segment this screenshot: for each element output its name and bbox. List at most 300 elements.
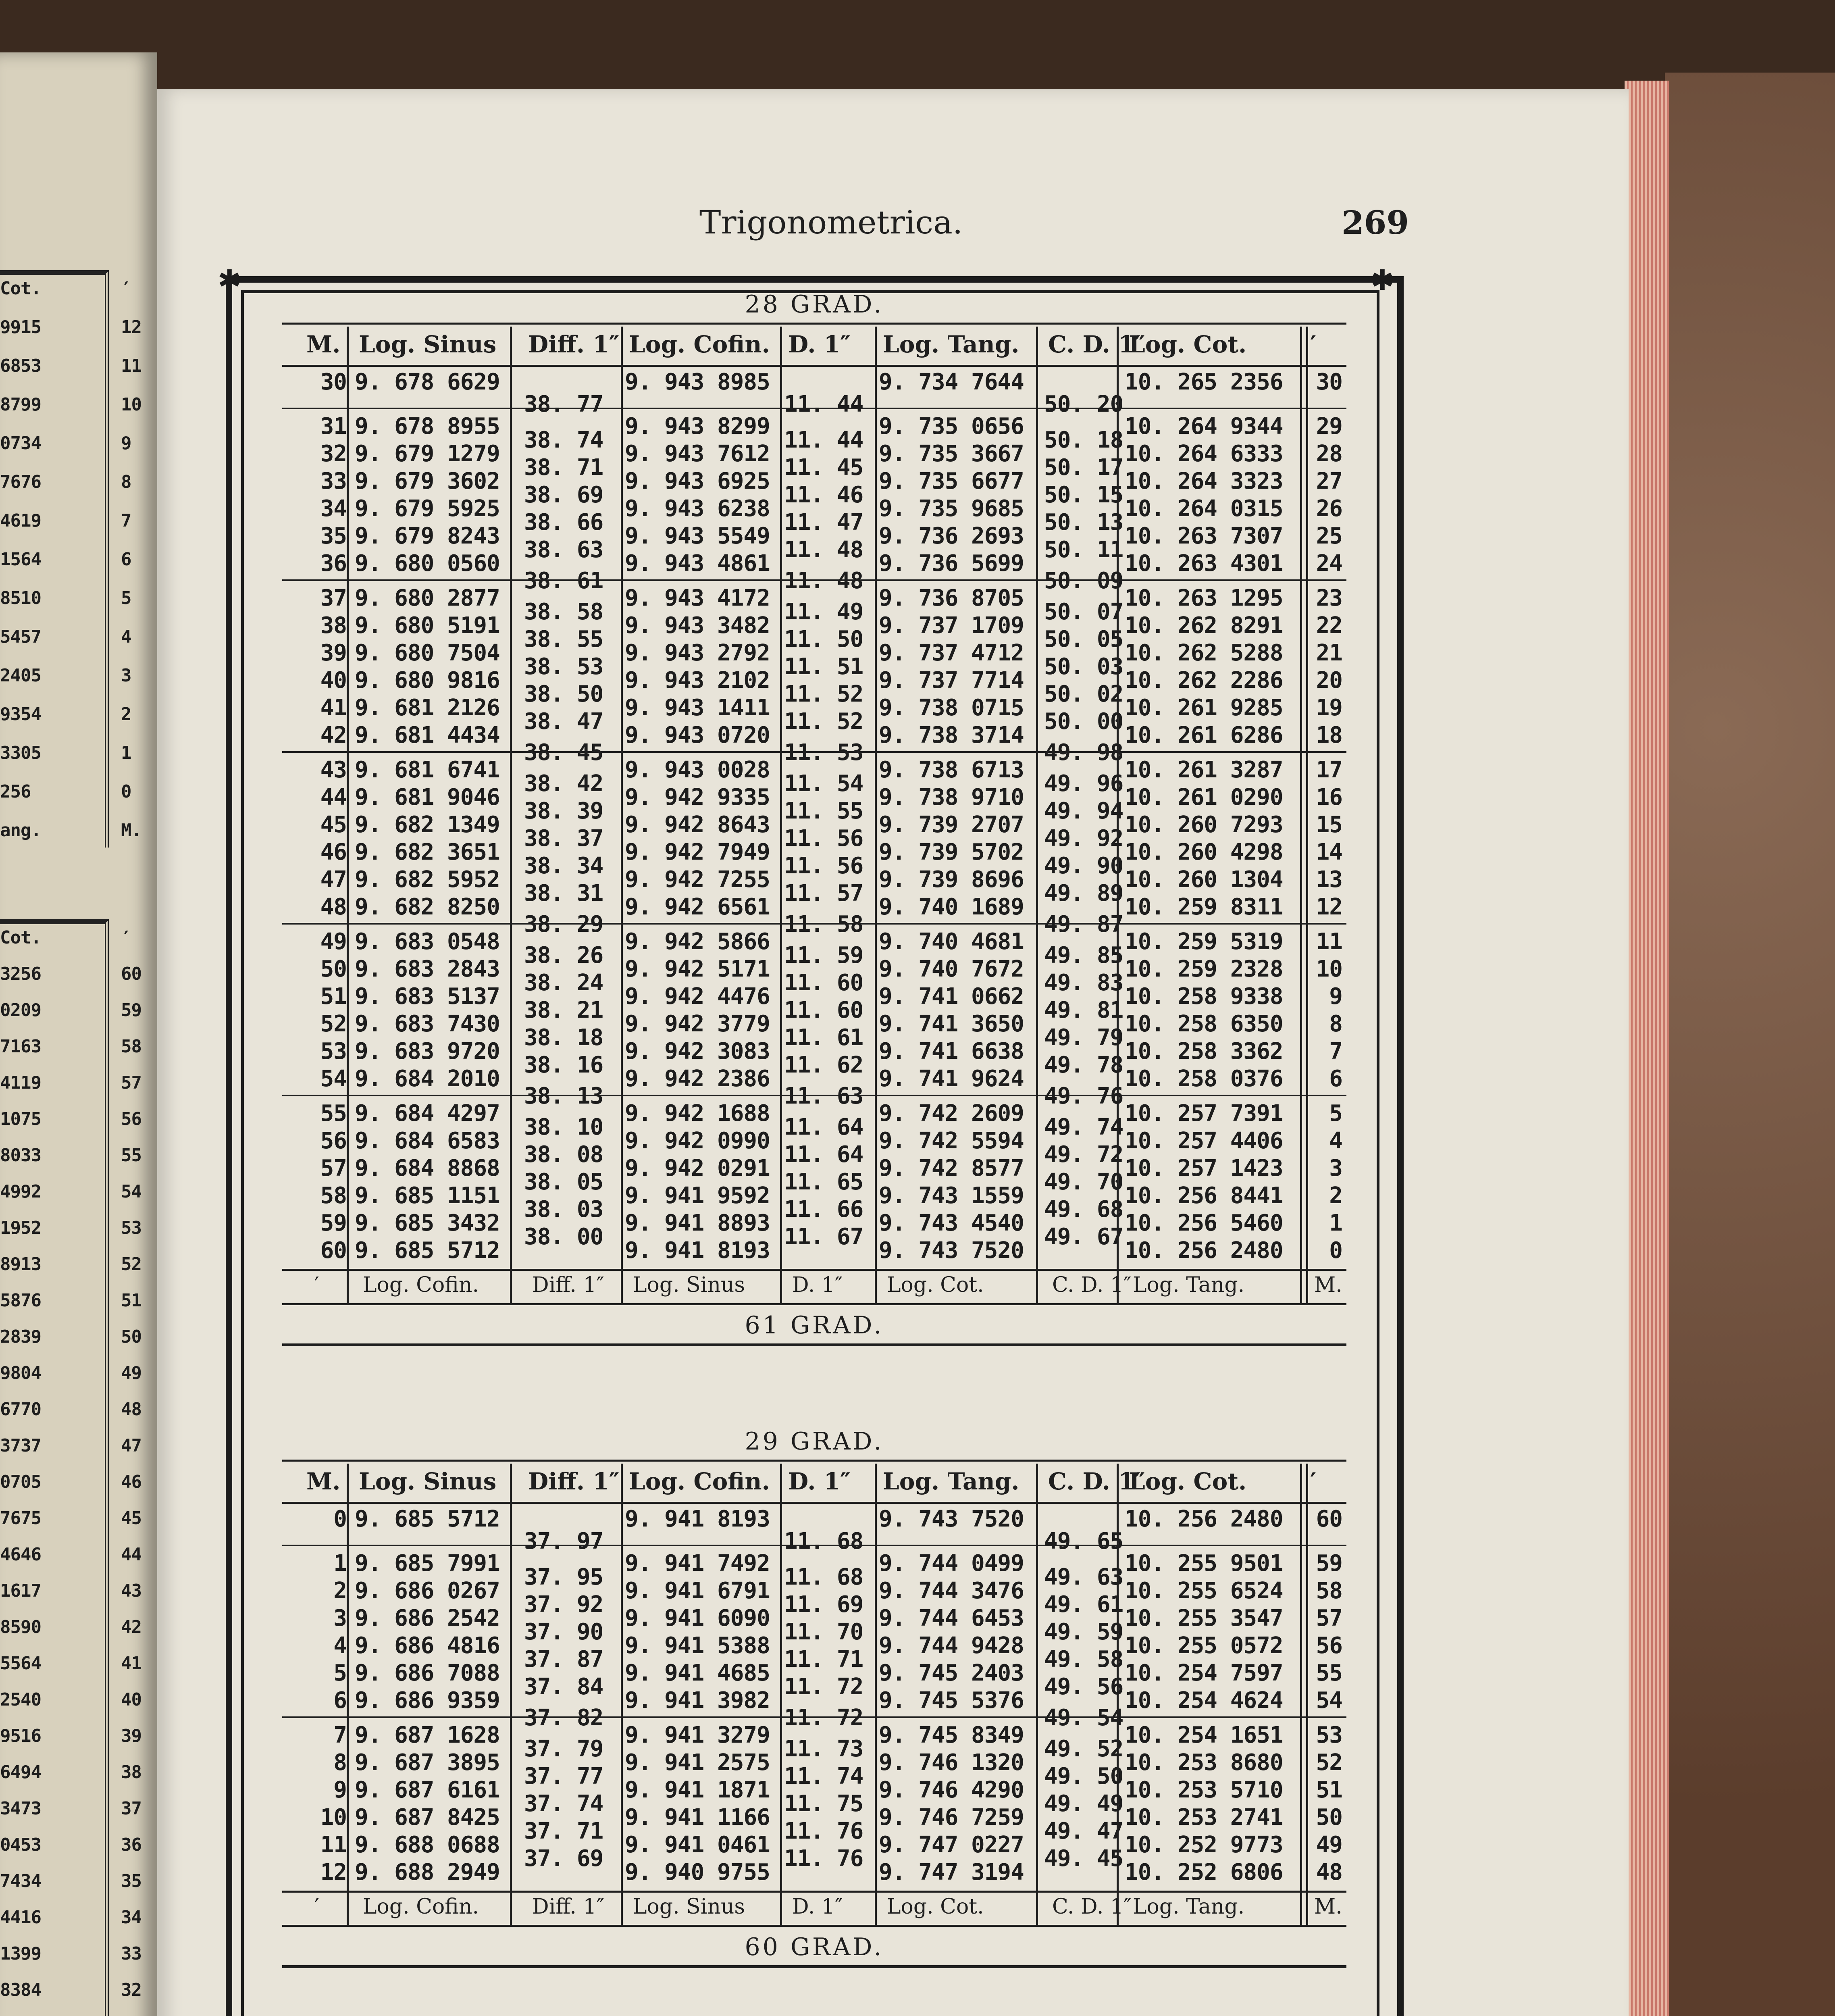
cell-cd: 49. 54 — [1044, 1705, 1123, 1731]
facing-cell: 7434 — [0, 1871, 41, 1891]
cell-tan: 9. 744 3476 — [879, 1578, 1024, 1604]
cell-cd: 49. 94 — [1044, 798, 1123, 824]
facing-cell: 6 — [121, 549, 131, 570]
cell-cd: 49. 89 — [1044, 880, 1123, 906]
cell-cd: 49. 90 — [1044, 853, 1123, 879]
cell-cot: 10. 264 6333 — [1125, 441, 1283, 467]
cell-cot: 10. 258 6350 — [1125, 1011, 1283, 1037]
cell-sin: 9. 685 3432 — [355, 1210, 500, 1236]
cell-dcos: 11. 49 — [784, 599, 863, 625]
facing-cell: 9354 — [0, 704, 41, 725]
facing-cell: 5564 — [0, 1653, 41, 1674]
cell-dsin: 37. 69 — [524, 1845, 603, 1872]
cell-cot: 10. 256 2480 — [1125, 1237, 1283, 1264]
cell-cd: 50. 18 — [1044, 427, 1123, 453]
cell-cd: 50. 02 — [1044, 681, 1123, 707]
facing-cell: 9516 — [0, 1726, 41, 1746]
cell-tan: 9. 745 2403 — [879, 1660, 1024, 1686]
facing-cell: 10 — [121, 394, 141, 415]
cell-cos: 9. 942 9335 — [625, 784, 770, 810]
cell-m: 35 — [320, 523, 347, 549]
column-header: ′ — [1310, 1468, 1317, 1495]
cell-tan: 9. 739 5702 — [879, 839, 1024, 865]
cell-tan: 9. 735 6677 — [879, 468, 1024, 494]
cell-cos: 9. 942 7255 — [625, 866, 770, 893]
cell-cos: 9. 942 2386 — [625, 1066, 770, 1092]
facing-cell: 8590 — [0, 1617, 41, 1637]
facing-cell: 11 — [121, 356, 141, 376]
cell-tan: 9. 741 3650 — [879, 1011, 1024, 1037]
column-divider — [510, 1464, 512, 1925]
column-divider — [1306, 1464, 1308, 1925]
facing-cell: 54 — [121, 1181, 141, 1202]
facing-cell: 8384 — [0, 1980, 41, 2000]
column-footer: Log. Sinus — [633, 1273, 745, 1297]
column-header: Log. Tang. — [883, 331, 1019, 358]
facing-cell: 4992 — [0, 1181, 41, 1202]
column-divider — [875, 327, 877, 1303]
cell-tan: 9. 741 9624 — [879, 1066, 1024, 1092]
cell-cos: 9. 943 4172 — [625, 585, 770, 611]
cell-dcos: 11. 55 — [784, 798, 863, 824]
cell-sin: 9. 688 2949 — [355, 1859, 500, 1885]
column-header: Log. Sinus — [359, 331, 497, 358]
facing-cell: 1075 — [0, 1109, 41, 1129]
cell-cot: 10. 264 0315 — [1125, 496, 1283, 522]
column-divider — [347, 1464, 349, 1925]
cell-dcos: 11. 54 — [784, 771, 863, 797]
cell-sin: 9. 684 6583 — [355, 1128, 500, 1154]
cell-cd: 49. 45 — [1044, 1845, 1123, 1872]
cell-sin: 9. 682 8250 — [355, 894, 500, 920]
cell-dsin: 38. 18 — [524, 1025, 603, 1051]
facing-cell: 8799 — [0, 394, 41, 415]
cell-dsin: 38. 21 — [524, 997, 603, 1023]
cell-dsin: 38. 34 — [524, 853, 603, 879]
cell-sin: 9. 686 4816 — [355, 1633, 500, 1659]
cell-dcos: 11. 52 — [784, 708, 863, 735]
cell-m2: 21 — [1316, 640, 1342, 666]
rule-bottom — [282, 1269, 1346, 1271]
cell-m2: 19 — [1316, 695, 1342, 721]
facing-cell: 8913 — [0, 1254, 41, 1275]
facing-cell: 9915 — [0, 317, 41, 337]
cell-m: 43 — [320, 757, 347, 783]
cell-m2: 1 — [1329, 1210, 1342, 1236]
cell-m2: 8 — [1329, 1011, 1342, 1037]
cell-m2: 54 — [1316, 1687, 1342, 1714]
facing-cell: 4619 — [0, 510, 41, 531]
column-header: D. 1″ — [788, 1468, 851, 1495]
cell-tan: 9. 743 7520 — [879, 1506, 1024, 1532]
facing-cell: 46 — [121, 1472, 141, 1492]
cell-sin: 9. 682 5952 — [355, 866, 500, 893]
cell-cos: 9. 943 3482 — [625, 612, 770, 639]
cell-cd: 50. 00 — [1044, 708, 1123, 735]
cell-cot: 10. 258 3362 — [1125, 1038, 1283, 1064]
cell-cd: 49. 47 — [1044, 1818, 1123, 1844]
cell-cot: 10. 259 8311 — [1125, 894, 1283, 920]
column-footer: Log. Tang. — [1133, 1273, 1245, 1297]
cell-dsin: 38. 03 — [524, 1196, 603, 1223]
facing-cell: 51 — [121, 1290, 141, 1311]
cell-cos: 9. 943 2792 — [625, 640, 770, 666]
cell-cd: 49. 85 — [1044, 942, 1123, 968]
cell-tan: 9. 747 3194 — [879, 1859, 1024, 1885]
cell-m2: 2 — [1329, 1183, 1342, 1209]
cell-dcos: 11. 50 — [784, 626, 863, 652]
cell-m: 53 — [320, 1038, 347, 1064]
cell-m: 33 — [320, 468, 347, 494]
facing-cell: 34 — [121, 1907, 141, 1928]
facing-cell: 41 — [121, 1653, 141, 1674]
cell-dsin: 38. 16 — [524, 1052, 603, 1078]
cell-sin: 9. 680 9816 — [355, 667, 500, 694]
group-rule — [282, 1095, 1346, 1096]
column-header: ′ — [1310, 331, 1317, 358]
facing-cell: 2405 — [0, 665, 41, 686]
cell-cos: 9. 943 8985 — [625, 369, 770, 395]
facing-cell: 9804 — [0, 1363, 41, 1383]
cell-tan: 9. 742 2609 — [879, 1100, 1024, 1127]
cell-sin: 9. 687 3895 — [355, 1749, 500, 1776]
facing-cell: 8033 — [0, 1145, 41, 1166]
facing-cell: 4646 — [0, 1544, 41, 1565]
facing-cell: 47 — [121, 1435, 141, 1456]
cell-dsin: 38. 55 — [524, 626, 603, 652]
cell-cd: 49. 67 — [1044, 1224, 1123, 1250]
cell-dsin: 37. 87 — [524, 1646, 603, 1672]
cell-tan: 9. 738 0715 — [879, 695, 1024, 721]
cell-dsin: 38. 29 — [524, 911, 603, 937]
cell-tan: 9. 741 0662 — [879, 983, 1024, 1010]
cell-dsin: 38. 10 — [524, 1114, 603, 1140]
facing-cell: 35 — [121, 1871, 141, 1891]
cell-m: 3 — [333, 1605, 347, 1631]
facing-cell: 38 — [121, 1762, 141, 1783]
cell-dcos: 11. 70 — [784, 1619, 863, 1645]
cell-m2: 17 — [1316, 757, 1342, 783]
cell-sin: 9. 687 1628 — [355, 1722, 500, 1748]
cell-tan: 9. 739 2707 — [879, 812, 1024, 838]
rule-under-label — [282, 1965, 1346, 1968]
cell-cot: 10. 262 5288 — [1125, 640, 1283, 666]
cell-sin: 9. 681 4434 — [355, 722, 500, 748]
cell-m: 2 — [333, 1578, 347, 1604]
cell-cos: 9. 941 8193 — [625, 1237, 770, 1264]
column-divider — [780, 1464, 782, 1925]
cell-sin: 9. 682 1349 — [355, 812, 500, 838]
cell-tan: 9. 744 9428 — [879, 1633, 1024, 1659]
cell-sin: 9. 681 2126 — [355, 695, 500, 721]
cell-tan: 9. 740 1689 — [879, 894, 1024, 920]
cell-cos: 9. 942 7949 — [625, 839, 770, 865]
cell-dsin: 38. 63 — [524, 537, 603, 563]
cell-sin: 9. 687 6161 — [355, 1777, 500, 1803]
cell-m: 46 — [320, 839, 347, 865]
cell-cot: 10. 263 1295 — [1125, 585, 1283, 611]
cell-cos: 9. 943 1411 — [625, 695, 770, 721]
cell-dcos: 11. 52 — [784, 681, 863, 707]
column-header: D. 1″ — [788, 331, 851, 358]
group-rule — [282, 923, 1346, 925]
cell-cd: 49. 72 — [1044, 1141, 1123, 1168]
cell-dcos: 11. 75 — [784, 1791, 863, 1817]
rule-header — [282, 1502, 1346, 1504]
cell-dcos: 11. 61 — [784, 1025, 863, 1051]
cell-dsin: 38. 50 — [524, 681, 603, 707]
cell-cd: 49. 49 — [1044, 1791, 1123, 1817]
cell-sin: 9. 679 5925 — [355, 496, 500, 522]
corner-ornament-icon: ✱ — [218, 264, 241, 297]
column-footer: Log. Tang. — [1133, 1895, 1245, 1919]
column-footer: D. 1″ — [792, 1273, 843, 1297]
cell-cd: 49. 78 — [1044, 1052, 1123, 1078]
cell-m2: 22 — [1316, 612, 1342, 639]
cell-cos: 9. 943 4861 — [625, 550, 770, 577]
facing-cell: 4119 — [0, 1073, 41, 1093]
cell-dsin: 38. 74 — [524, 427, 603, 453]
cell-cos: 9. 943 0028 — [625, 757, 770, 783]
cell-cd: 49. 65 — [1044, 1528, 1123, 1554]
facing-cell: 6853 — [0, 356, 41, 376]
cell-m: 7 — [333, 1722, 347, 1748]
group-rule — [282, 1716, 1346, 1718]
cell-dcos: 11. 56 — [784, 853, 863, 879]
cell-cos: 9. 943 6925 — [625, 468, 770, 494]
cell-dsin: 38. 69 — [524, 482, 603, 508]
facing-cell: 39 — [121, 1726, 141, 1746]
cell-m2: 24 — [1316, 550, 1342, 577]
cell-m2: 29 — [1316, 413, 1342, 439]
rule-footer — [282, 1303, 1346, 1305]
cell-sin: 9. 681 9046 — [355, 784, 500, 810]
cell-cd: 49. 56 — [1044, 1674, 1123, 1700]
rule-header — [282, 365, 1346, 367]
cell-sin: 9. 685 1151 — [355, 1183, 500, 1209]
cell-m: 5 — [333, 1660, 347, 1686]
cell-tan: 9. 746 4290 — [879, 1777, 1024, 1803]
cell-sin: 9. 685 5712 — [355, 1506, 500, 1532]
cell-sin: 9. 679 3602 — [355, 468, 500, 494]
facing-cell: 6770 — [0, 1399, 41, 1420]
cell-cot: 10. 260 1304 — [1125, 866, 1283, 893]
facing-cell: 12 — [121, 317, 141, 337]
cell-cd: 49. 63 — [1044, 1564, 1123, 1590]
facing-cell: 1399 — [0, 1943, 41, 1964]
cell-tan: 9. 739 8696 — [879, 866, 1024, 893]
cell-sin: 9. 684 4297 — [355, 1100, 500, 1127]
column-footer: ′ — [314, 1273, 319, 1297]
facing-cell: 0 — [121, 781, 131, 802]
group-rule — [282, 1545, 1346, 1546]
cell-cd: 50. 15 — [1044, 482, 1123, 508]
cell-tan: 9. 745 5376 — [879, 1687, 1024, 1714]
cell-tan: 9. 744 0499 — [879, 1550, 1024, 1577]
cell-sin: 9. 679 1279 — [355, 441, 500, 467]
facing-cell: 3473 — [0, 1798, 41, 1819]
cell-tan: 9. 747 0227 — [879, 1832, 1024, 1858]
cell-cos: 9. 942 6561 — [625, 894, 770, 920]
column-footer: C. D. 1″ — [1052, 1895, 1132, 1919]
cell-cos: 9. 942 0990 — [625, 1128, 770, 1154]
cell-m2: 28 — [1316, 441, 1342, 467]
cell-m2: 23 — [1316, 585, 1342, 611]
cell-dcos: 11. 63 — [784, 1083, 863, 1109]
cell-dcos: 11. 48 — [784, 568, 863, 594]
cell-cot: 10. 262 2286 — [1125, 667, 1283, 694]
cell-dcos: 11. 68 — [784, 1528, 863, 1554]
page-edges — [1625, 81, 1669, 2016]
cell-dsin: 37. 79 — [524, 1736, 603, 1762]
cell-cos: 9. 941 4685 — [625, 1660, 770, 1686]
cell-sin: 9. 686 9359 — [355, 1687, 500, 1714]
cell-dcos: 11. 65 — [784, 1169, 863, 1195]
cell-m2: 51 — [1316, 1777, 1342, 1803]
cell-tan: 9. 737 4712 — [879, 640, 1024, 666]
cell-m: 56 — [320, 1128, 347, 1154]
cell-m2: 9 — [1329, 983, 1342, 1010]
cell-sin: 9. 680 7504 — [355, 640, 500, 666]
cell-dcos: 11. 60 — [784, 997, 863, 1023]
cell-dcos: 11. 72 — [784, 1705, 863, 1731]
cell-dsin: 38. 37 — [524, 825, 603, 852]
cell-sin: 9. 679 8243 — [355, 523, 500, 549]
facing-cell: 53 — [121, 1218, 141, 1238]
cell-cd: 50. 05 — [1044, 626, 1123, 652]
column-footer: ′ — [314, 1895, 319, 1919]
grad-label-bottom: 60 GRAD. — [745, 1933, 884, 1961]
cell-cot: 10. 252 9773 — [1125, 1832, 1283, 1858]
cell-m: 40 — [320, 667, 347, 694]
facing-cell: 44 — [121, 1544, 141, 1565]
table-28-grad — [282, 290, 1346, 1419]
cell-m: 11 — [320, 1832, 347, 1858]
cell-cd: 49. 61 — [1044, 1591, 1123, 1618]
column-header: Log. Sinus — [359, 1468, 497, 1495]
rule-under-label — [282, 1343, 1346, 1346]
facing-cell: 2 — [121, 704, 131, 725]
cell-cot: 10. 264 3323 — [1125, 468, 1283, 494]
column-header: C. D. 1″ — [1048, 1468, 1145, 1495]
column-footer: Diff. 1″ — [532, 1895, 604, 1919]
cell-dcos: 11. 76 — [784, 1845, 863, 1872]
cell-tan: 9. 742 8577 — [879, 1155, 1024, 1181]
grad-label-top: 29 GRAD. — [745, 1427, 884, 1456]
cell-sin: 9. 680 5191 — [355, 612, 500, 639]
cell-cd: 50. 13 — [1044, 509, 1123, 535]
cell-dsin: 38. 53 — [524, 654, 603, 680]
cell-cot: 10. 255 0572 — [1125, 1633, 1283, 1659]
cell-cd: 50. 20 — [1044, 391, 1123, 417]
facing-cell: 43 — [121, 1581, 141, 1601]
cell-m: 45 — [320, 812, 347, 838]
facing-cell: 59 — [121, 1000, 141, 1020]
cell-m: 38 — [320, 612, 347, 639]
cell-cos: 9. 942 4476 — [625, 983, 770, 1010]
cell-dsin: 37. 74 — [524, 1791, 603, 1817]
facing-cell: 55 — [121, 1145, 141, 1166]
column-footer: Log. Cot. — [887, 1273, 984, 1297]
column-header: M. — [306, 331, 341, 358]
cell-cd: 49. 52 — [1044, 1736, 1123, 1762]
cell-cd: 50. 17 — [1044, 454, 1123, 481]
cell-cd: 50. 07 — [1044, 599, 1123, 625]
cell-cot: 10. 256 5460 — [1125, 1210, 1283, 1236]
column-divider — [347, 327, 349, 1303]
cell-m2: 13 — [1316, 866, 1342, 893]
column-header: Log. Cofin. — [629, 1468, 770, 1495]
cell-m: 41 — [320, 695, 347, 721]
cell-dsin: 38. 45 — [524, 739, 603, 766]
cell-dcos: 11. 59 — [784, 942, 863, 968]
facing-cell: 52 — [121, 1254, 141, 1275]
facing-cell: 48 — [121, 1399, 141, 1420]
facing-cell: 40 — [121, 1689, 141, 1710]
facing-cell: 256 — [0, 781, 31, 802]
facing-cell: 2839 — [0, 1327, 41, 1347]
cell-dsin: 38. 39 — [524, 798, 603, 824]
cell-m: 1 — [333, 1550, 347, 1577]
column-footer: M. — [1314, 1895, 1342, 1919]
cell-cot: 10. 263 7307 — [1125, 523, 1283, 549]
cell-tan: 9. 746 7259 — [879, 1804, 1024, 1831]
cell-tan: 9. 735 0656 — [879, 413, 1024, 439]
facing-cell: 45 — [121, 1508, 141, 1529]
cell-tan: 9. 738 9710 — [879, 784, 1024, 810]
cell-sin: 9. 678 8955 — [355, 413, 500, 439]
cell-m: 12 — [320, 1859, 347, 1885]
facing-cell: 7 — [121, 510, 131, 531]
cell-cd: 49. 59 — [1044, 1619, 1123, 1645]
cell-cot: 10. 261 9285 — [1125, 695, 1283, 721]
column-divider — [875, 1464, 877, 1925]
cell-m2: 50 — [1316, 1804, 1342, 1831]
column-footer: C. D. 1″ — [1052, 1273, 1132, 1297]
cell-cos: 9. 941 8893 — [625, 1210, 770, 1236]
cell-m2: 27 — [1316, 468, 1342, 494]
cell-m: 55 — [320, 1100, 347, 1127]
cell-cos: 9. 942 3779 — [625, 1011, 770, 1037]
cell-tan: 9. 735 3667 — [879, 441, 1024, 467]
cell-m2: 57 — [1316, 1605, 1342, 1631]
cell-dcos: 11. 69 — [784, 1591, 863, 1618]
cell-dcos: 11. 60 — [784, 970, 863, 996]
group-rule — [282, 408, 1346, 409]
cell-tan: 9. 740 4681 — [879, 929, 1024, 955]
cell-dcos: 11. 44 — [784, 391, 863, 417]
cell-cot: 10. 259 2328 — [1125, 956, 1283, 982]
cell-m: 52 — [320, 1011, 347, 1037]
cell-cot: 10. 254 7597 — [1125, 1660, 1283, 1686]
column-header: Log. Cot. — [1129, 1468, 1247, 1495]
cell-dcos: 11. 47 — [784, 509, 863, 535]
cell-cot: 10. 253 5710 — [1125, 1777, 1283, 1803]
cell-cot: 10. 262 8291 — [1125, 612, 1283, 639]
cell-m: 0 — [333, 1506, 347, 1532]
corner-ornament-icon: ✱ — [1371, 264, 1394, 297]
cell-cos: 9. 942 8643 — [625, 812, 770, 838]
cell-m: 31 — [320, 413, 347, 439]
cell-dsin: 38. 13 — [524, 1083, 603, 1109]
facing-cell: Cot. — [0, 278, 41, 299]
cell-m2: 12 — [1316, 894, 1342, 920]
cell-m: 30 — [320, 369, 347, 395]
cell-m: 39 — [320, 640, 347, 666]
cell-dcos: 11. 48 — [784, 537, 863, 563]
facing-cell: 0209 — [0, 1000, 41, 1020]
cell-tan: 9. 738 3714 — [879, 722, 1024, 748]
